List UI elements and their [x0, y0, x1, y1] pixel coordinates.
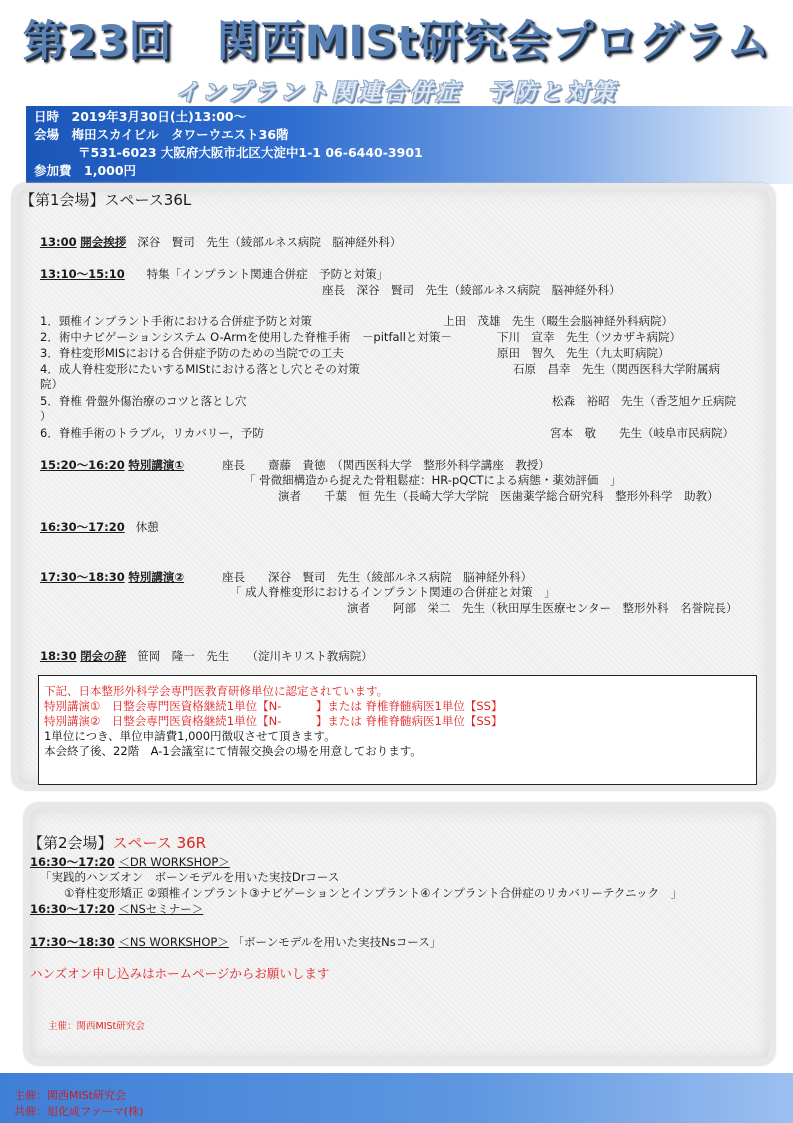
special2-speaker: 演者 阿部 栄二 先生（秋田厚生医療センター 整形外科 名誉院長）: [347, 601, 738, 615]
event-fee: 参加費 1,000円: [34, 163, 137, 178]
opening-time: 13:00: [40, 235, 77, 249]
event-info-band: [26, 106, 793, 184]
ns-seminar-label: ＜NSセミナー＞: [118, 902, 204, 916]
talk-title-5-wrap: ）: [40, 409, 52, 423]
ns-seminar-time: 16:30～17:20: [30, 902, 115, 916]
venue2-header-prefix: 【第2会場】: [28, 834, 113, 852]
host-note: 主催：関西MISt研究会: [48, 1021, 145, 1032]
special1-title: 「 骨微細構造から捉えた骨粗鬆症：HR-pQCTによる病態・薬効評価 」: [244, 473, 622, 487]
session-row: [40, 267, 388, 282]
venue2-header: [28, 834, 206, 852]
footer-host: 主催：関西MISt研究会: [14, 1089, 127, 1102]
talk-speaker-2: 下川 宣幸 先生（ツカザキ病院）: [497, 330, 681, 344]
talk-speaker-5: 松森 裕昭 先生（香芝旭ケ丘病院: [552, 394, 736, 408]
talk-title-6: 6．脊椎手術のトラブル，リカバリー，予防: [40, 426, 264, 440]
special1-speaker: 演者 千葉 恒 先生（長崎大学大学院 医歯薬学総合研究科 整形外科学 助教）: [278, 489, 719, 503]
session-time: 13:10～15:10: [40, 267, 125, 281]
notice-line-4: 1単位につき、単位申請費1,000円徴収させて頂きます。: [44, 729, 336, 743]
event-address: 〒531-6023 大阪府大阪市北区大淀中1-1 06-6440-3901: [78, 145, 423, 160]
venue1-header: 【第1会場】スペース36L: [20, 191, 192, 209]
opening-row: [40, 235, 401, 250]
special1-chair: 座長 齋藤 貴徳 （関西医科大学 整形外科学講座 教授）: [222, 458, 550, 472]
footer-cohost: 共催：旭化成ファーマ(株): [14, 1105, 144, 1118]
handson-note: ハンズオン申し込みはホームページからお願いします: [30, 966, 330, 981]
closing-time: 18:30: [40, 649, 77, 663]
closing-label: 閉会の辞: [80, 649, 127, 663]
talk-title-5: 5．脊椎 骨盤外傷治療のコツと落とし穴: [40, 394, 247, 408]
dr-workshop-row: [30, 855, 230, 870]
special2-chair: 座長 深谷 賢司 先生（綾部ルネス病院 脳神経外科）: [222, 570, 533, 584]
ns-seminar-row: [30, 902, 203, 917]
break-label: 休憩: [135, 520, 159, 534]
closing-row: [40, 649, 373, 664]
special2-title: 「 成人脊椎変形におけるインプラント関連の合併症と対策 」: [230, 585, 556, 599]
talk-title-2: 2．術中ナビゲーションシステム O-Armを使用した脊椎手術 －pitfallと対策－: [40, 330, 452, 344]
ns-workshop-label: ＜NS WORKSHOP＞: [118, 935, 229, 949]
notice-line-5: 本会終了後、22階 A-1会議室にて情報交換会の場を用意しております。: [44, 744, 422, 758]
break-time: 16:30～17:20: [40, 520, 125, 534]
talk-title-4-wrap: 院）: [40, 377, 63, 391]
notice-line-3: 特別講演② 日整会専門医資格継続1単位【N- 】または 脊椎脊髄病医1単位【SS】: [44, 714, 503, 728]
talk-speaker-1: 上田 茂雄 先生（畷生会脳神経外科病院）: [443, 314, 673, 328]
special1-label: 特別講演①: [128, 458, 185, 472]
session-title: 特集「インプラント関連合併症 予防と対策」: [146, 267, 389, 281]
venue2-header-name: スペース 36R: [112, 834, 207, 852]
special2-label: 特別講演②: [128, 570, 185, 584]
talk-title-1: 1．頸椎インプラント手術における合併症予防と対策: [40, 314, 312, 328]
break-row: [40, 520, 159, 535]
dr-workshop-time: 16:30～17:20: [30, 855, 115, 869]
page-subtitle: インプラント関連合併症 予防と対策: [175, 79, 618, 106]
special2-row: [40, 570, 184, 585]
dr-workshop-label: ＜DR WORKSHOP＞: [118, 855, 230, 869]
ns-workshop-time: 17:30～18:30: [30, 935, 115, 949]
event-date: 日時 2019年3月30日(土)13:00～: [34, 109, 247, 124]
closing-text: 笹岡 隆一 先生 （淀川キリスト教病院）: [137, 649, 373, 663]
ns-workshop-row: [30, 935, 441, 950]
special2-time: 17:30～18:30: [40, 570, 125, 584]
special1-time: 15:20～16:20: [40, 458, 125, 472]
notice-line-2: 特別講演① 日整会専門医資格継続1単位【N- 】または 脊椎脊髄病医1単位【SS】: [44, 699, 503, 713]
ns-workshop-title: 「ボーンモデルを用いた実技Nsコース」: [232, 935, 442, 949]
footer-band: [0, 1073, 793, 1123]
opening-label: 開会挨拶: [80, 235, 127, 249]
credit-notice-box: [38, 675, 757, 785]
event-venue: 会場 梅田スカイビル タワーウエスト36階: [34, 127, 289, 142]
talk-speaker-3: 原田 智久 先生（九太町病院）: [497, 346, 670, 360]
dr-workshop-items: ①脊柱変形矯正 ②頸椎インプラント③ナビゲーションとインプラント④インプラント合併症のリカバリーテクニック 」: [64, 886, 683, 900]
special1-row: [40, 458, 184, 473]
dr-workshop-title: 「実践的ハンズオン ボーンモデルを用いた実技Drコース: [40, 870, 340, 884]
page-title: 第23回 関西MISt研究会プログラム: [22, 17, 771, 67]
talk-speaker-6: 宮本 敬 先生（岐阜市民病院）: [550, 426, 734, 440]
notice-line-1: 下記、日本整形外科学会専門医教育研修単位に認定されています。: [44, 684, 389, 698]
talk-title-4: 4．成人脊柱変形にたいするMIStにおける落とし穴とその対策: [40, 362, 360, 376]
talk-title-3: 3．脊柱変形MISにおける合併症予防のための当院での工夫: [40, 346, 344, 360]
session-chair: 座長 深谷 賢司 先生（綾部ルネス病院 脳神経外科）: [322, 283, 621, 297]
talk-speaker-4: 石原 昌幸 先生（関西医科大学附属病: [513, 362, 720, 376]
opening-text: 深谷 賢司 先生（綾部ルネス病院 脳神経外科）: [137, 235, 402, 249]
